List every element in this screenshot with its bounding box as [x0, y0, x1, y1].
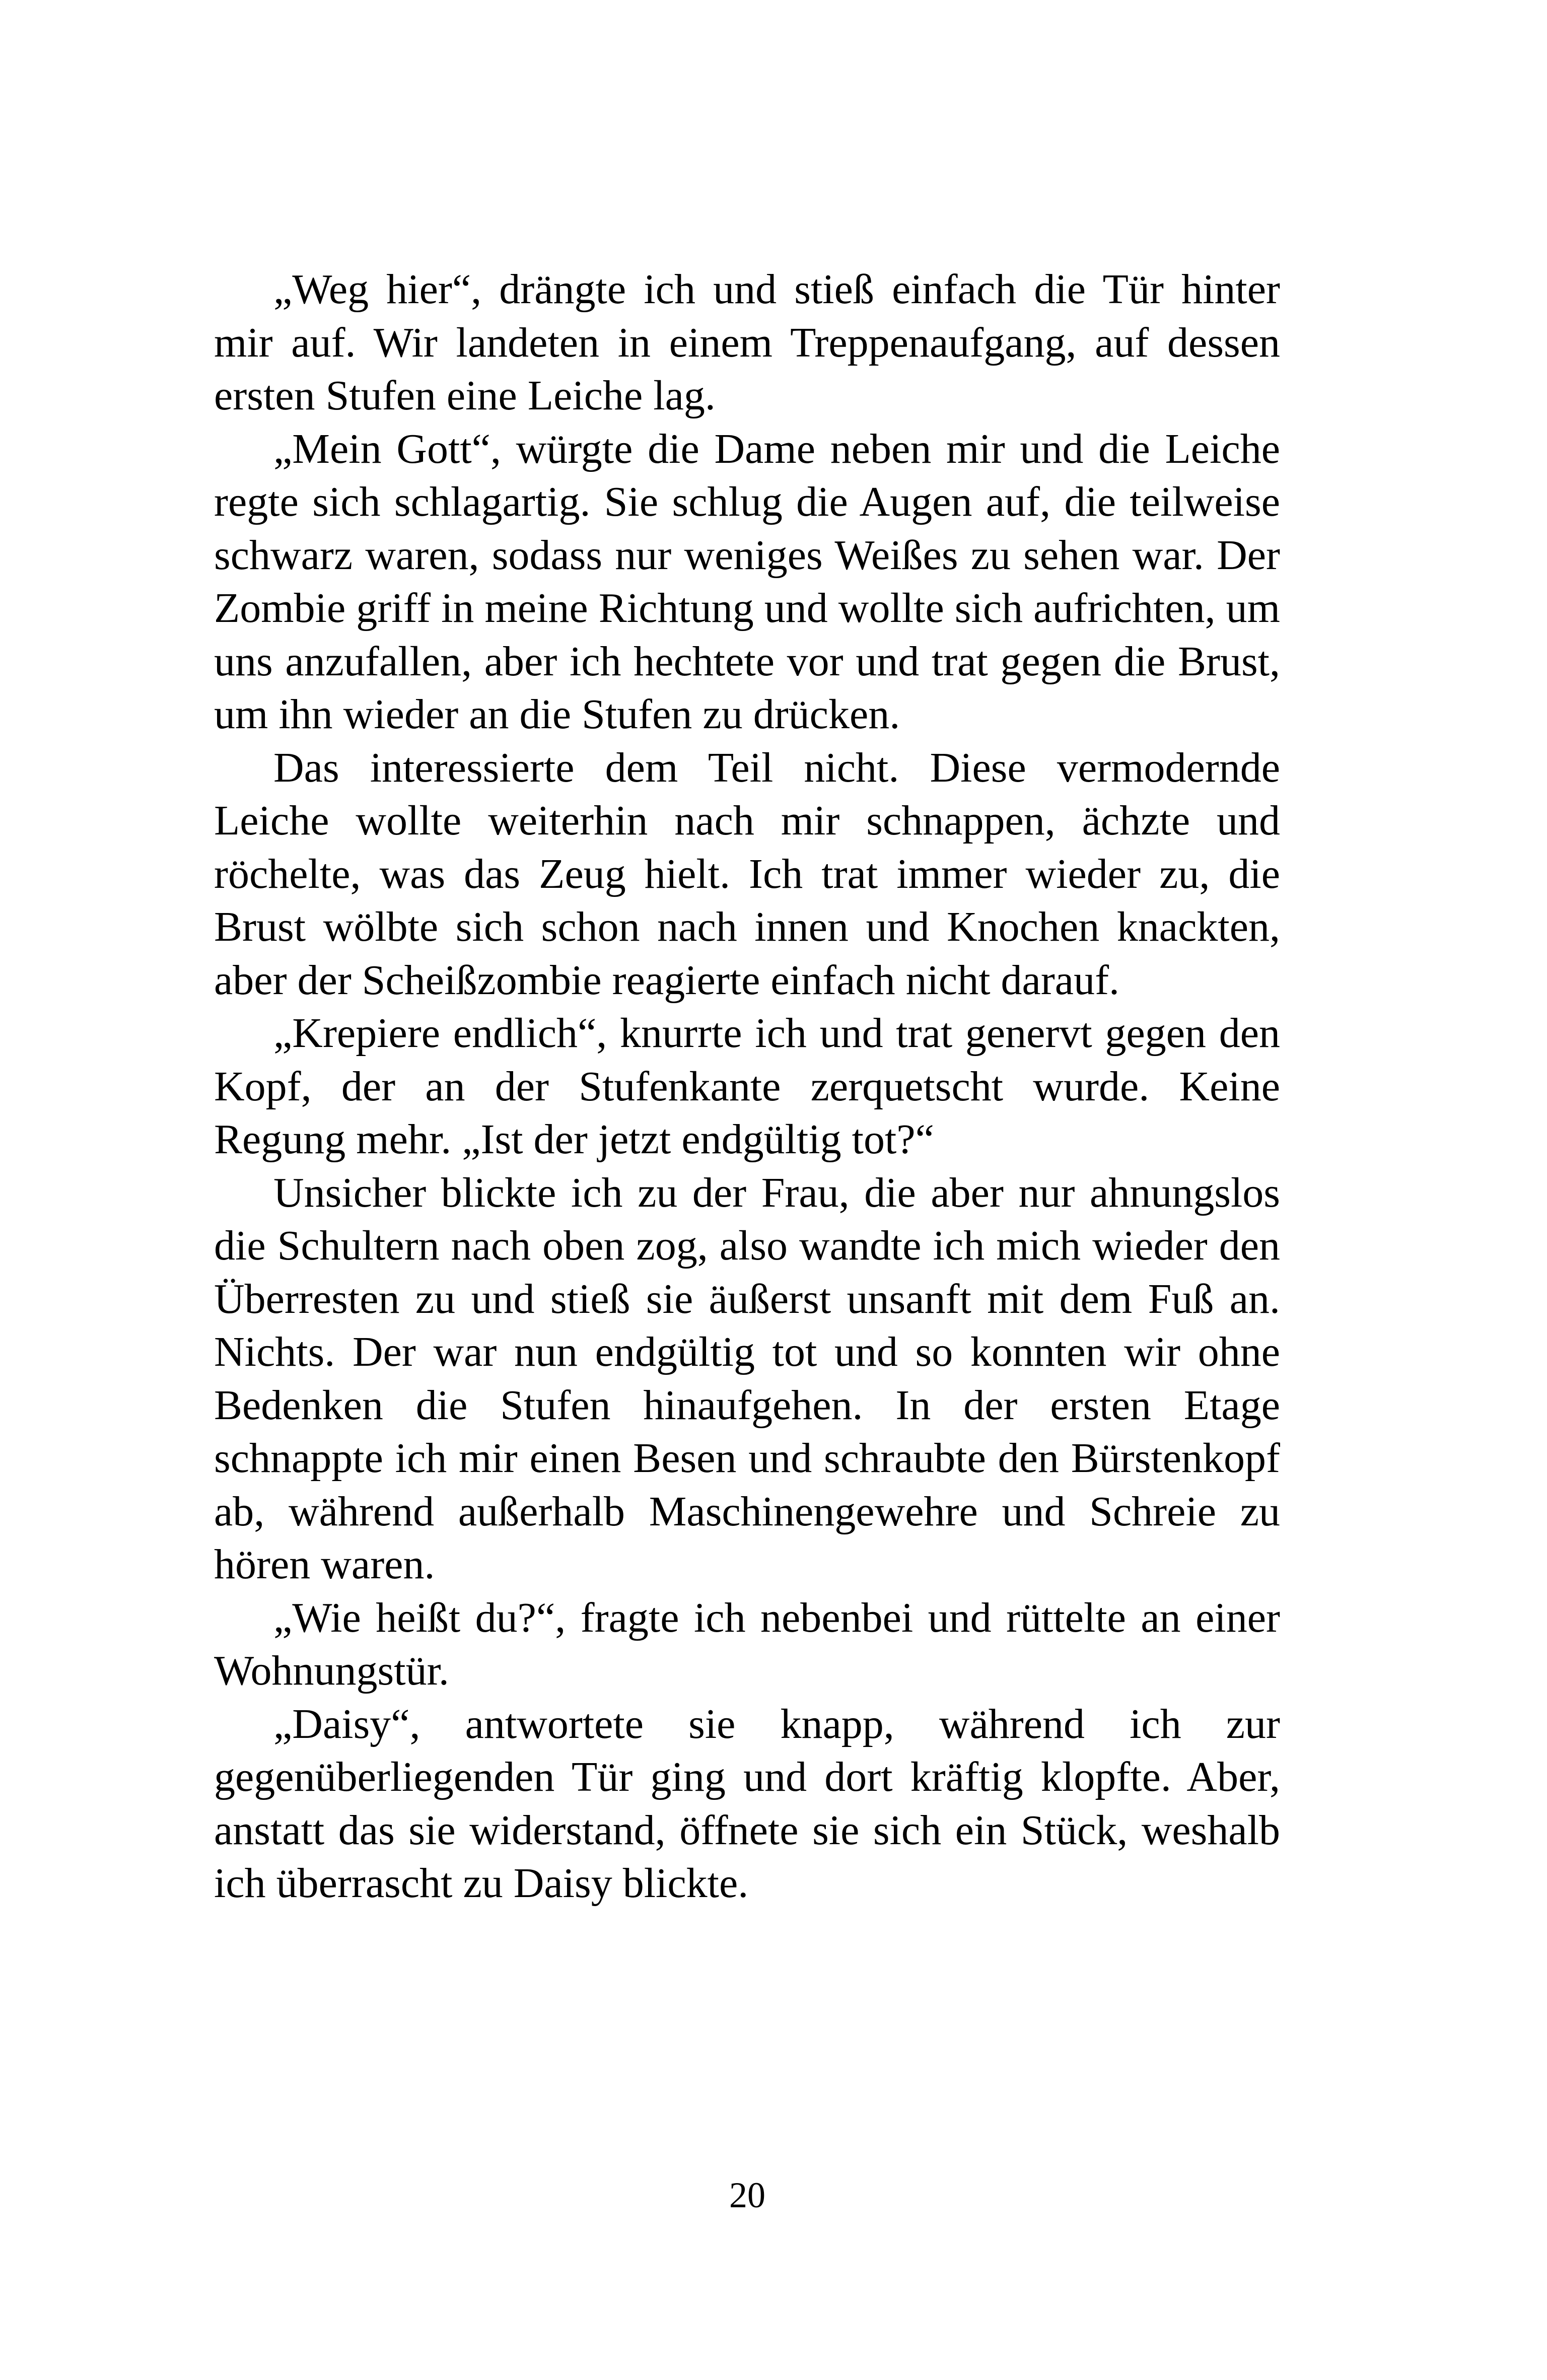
page-number: 20: [729, 2175, 765, 2215]
paragraph-6: „Wie heißt du?“, fragte ich nebenbei und rüttelte an einer Wohnungstür.: [214, 1594, 1280, 1694]
paragraph-3: Das interessierte dem Teil nicht. Diese vermodernde Leiche wollte weiterhin nach mir schnappen, ächzte und röchelte, was das Zeug hielt. Ich trat immer wieder zu, die Brust wölbte sich schon nach innen und Knochen knackten, aber der Scheißzombie reagierte einfach nicht darauf.: [214, 744, 1280, 1004]
paragraph-7: „Daisy“, antwortete sie knapp, während ich zur gegenüberliegenden Tür ging und dort kräftig klopfte. Aber, anstatt das sie widerstand, öffnete sie sich ein Stück, weshalb ich überrascht zu Daisy blickte.: [214, 1700, 1280, 1907]
body-text: [214, 263, 1280, 1910]
paragraph-2: „Mein Gott“, würgte die Dame neben mir und die Leiche regte sich schlagartig. Sie schlug die Augen auf, die teilweise schwarz waren, sodass nur weniges Weißes zu sehen war. Der Zombie griff in meine Richtung und wollte sich aufrichten, um uns anzufallen, aber ich hechtete vor und trat gegen die Brust, um ihn wieder an die Stufen zu drücken.: [214, 425, 1280, 738]
paragraph-5: Unsicher blickte ich zu der Frau, die aber nur ahnungslos die Schultern nach oben zog, also wandte ich mich wieder den Überresten zu und stieß sie äußerst unsanft mit dem Fuß an. Nichts. Der war nun endgültig tot und so konnten wir ohne Bedenken die Stufen hinaufgehen. In der ersten Etage schnappte ich mir einen Besen und schraubte den Bürstenkopf ab, während außerhalb Maschinengewehre und Schreie zu hören waren.: [214, 1169, 1280, 1588]
paragraph-4: „Krepiere endlich“, knurrte ich und trat genervt gegen den Kopf, der an der Stufenkante zerquetscht wurde. Keine Regung mehr. „Ist der jetzt endgültig tot?“: [214, 1010, 1280, 1163]
paragraph-1: „Weg hier“, drängte ich und stieß einfach die Tür hinter mir auf. Wir landeten in einem Treppenaufgang, auf dessen ersten Stufen eine Leiche lag.: [214, 266, 1280, 419]
